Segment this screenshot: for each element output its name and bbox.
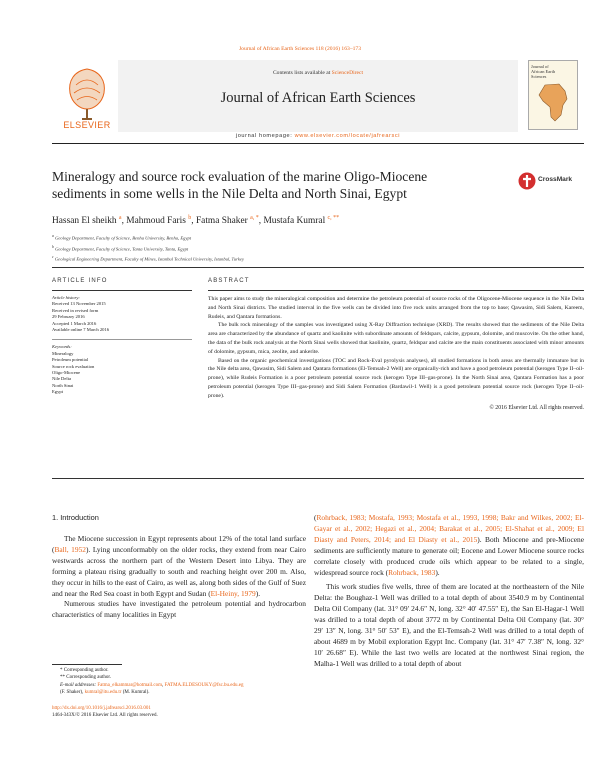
elsevier-logo	[62, 63, 112, 130]
affiliations	[52, 232, 584, 264]
history-item: Received 13 November 2015	[52, 301, 106, 307]
sciencedirect-link[interactable]: ScienceDirect	[331, 70, 364, 76]
affiliation-sup: b	[52, 244, 54, 249]
intro-left-column	[52, 513, 306, 621]
doi-link[interactable]: http://dx.doi.org/10.1016/j.jafrearsci.2016.03.001	[52, 705, 151, 711]
journal-name: Journal of African Earth Sciences	[220, 90, 416, 106]
keyword: Source rock evaluation	[52, 363, 95, 369]
affiliation-sup: a	[52, 234, 54, 238]
abstract-heading: ABSTRACT	[208, 278, 250, 284]
contents-prefix: Contents lists available at	[272, 70, 332, 76]
intro-right-column	[314, 513, 584, 670]
abstract	[208, 278, 584, 412]
issn-line: 1464-343X/© 2016 Elsevier Ltd. All rights reserved.	[52, 713, 158, 719]
citation-link[interactable]: Ball, 1952	[54, 544, 86, 554]
email-link[interactable]: FATMA.ELDESOUKY@fsc.bu.edu.eg	[164, 682, 244, 688]
footnote-corresponding: ** Corresponding author.	[60, 675, 111, 681]
article-title: Mineralogy and source rock evaluation of the marine Oligo-Miocene sediments in some wells in the Nile Delta and North Sinai, Egypt	[52, 169, 428, 202]
history-label: Article history:	[52, 295, 80, 300]
crossmark-label: CrossMark	[538, 176, 573, 183]
email-owner: (M. Kumral).	[121, 690, 150, 696]
author-separator: ,	[258, 216, 264, 227]
footnote-emails-cont	[60, 689, 306, 696]
cover-line: Sciences	[531, 74, 547, 80]
crossmark-badge[interactable]	[518, 172, 584, 192]
history-item: Accepted 1 March 2016	[52, 320, 97, 326]
intro-paragraph: Numerous studies have investigated the petroleum potential and hydrocarbon characteristics of many localities in Egypt	[52, 599, 306, 620]
history-item: Received in revised form	[52, 307, 99, 313]
email-label: E-mail addresses:	[60, 682, 98, 688]
author-affil-sup: a, *	[250, 215, 259, 221]
text-run: ).	[255, 588, 261, 598]
email-link[interactable]: kumral@itu.edu.tr	[84, 690, 122, 696]
keyword: Egypt	[52, 389, 63, 395]
intro-paragraph-cont: (Rohrback, 1983; Mostafa, 1993; Mostafa et al., 1993, 1998; Bakr and Wilkes, 2002; El-Gayar et al., 2002; Hegazi et al., 2004; Barakat et al., 2005; El-Shahat et al., 2009; El Diasty and Peters, 2014; and El Diasty et al., 2015). Both Miocene and pre-Miocene sediments are sufficiently mature to generate oil; Eocene and Lower Miocene source rocks correlate closely with produced crude oils which appear to be related to a single, widespread source rock (Rohrback, 1983).	[314, 513, 584, 577]
affiliation	[52, 243, 584, 254]
author[interactable]	[52, 216, 126, 226]
citation-link[interactable]: El-Heiny, 1979	[210, 588, 256, 598]
intro-paragraph	[52, 534, 306, 599]
footnotes	[52, 664, 306, 719]
author-list	[52, 212, 584, 227]
author[interactable]	[196, 216, 264, 226]
author-separator: ,	[121, 216, 127, 227]
keyword: Petroleum potential	[52, 357, 89, 363]
affiliation	[52, 232, 584, 243]
author-affil-sup: c, **	[327, 215, 340, 221]
article-info	[52, 278, 192, 396]
affiliation-sup: c	[52, 255, 54, 260]
crossmark-icon	[518, 172, 536, 190]
footnote-emails: E-mail addresses: Fatma_elkammar@hotmail.com, FATMA.ELDESOUKY@fsc.bu.edu.eg	[60, 682, 244, 688]
affiliation-text: Geology Department, Faculty of Science, Benha University, Benha, Egypt	[55, 235, 192, 241]
affiliation-text: Geological Engineering Department, Faculty of Mines, Istanbul Technical University, Istanbul, Turkey	[54, 256, 245, 262]
author-separator: ,	[191, 216, 196, 227]
intro-paragraph: This work studies five wells, three of them are located at the northeastern of the Nile Delta: the Boughaz-1 Well was drilled to a total depth of about 3540.9 m by Continental Delta Oil Company (lat. 31° 09′ 24.6″ N, long. 32° 40′ 47.55″ E), the San El-Hagar-1 Well was drilled to a total depth of about 3772 m by Continental Delta Oil Company (lat. 30° 29′ 13″ N, long. 31° 50′ 53″ E), and the El-Temsah-2 Well was drilled to a total depth of about 4689 m by Mobil exploration Egypt Inc. Company (lat. 31° 47′ 7.38″ N, long. 32° 10′ 26.68″ E). While the last two wells are located at the northwest Sinai region, the Malha-1 Well was drilled to a total depth of about	[314, 582, 584, 668]
cover-line: African Earth	[531, 69, 556, 75]
abstract-body	[208, 295, 584, 401]
contents-line	[118, 70, 518, 78]
author-affil-sup: a	[118, 215, 122, 221]
keyword: Oligo-Miocene	[52, 370, 81, 376]
author-name: Mahmoud Faris	[126, 216, 186, 227]
author-name: Hassan El sheikh	[52, 216, 117, 227]
keyword: Nile Delta	[52, 376, 72, 382]
abstract-copyright: © 2016 Elsevier Ltd. All rights reserved.	[489, 404, 584, 411]
citation-link[interactable]: Rohrback, 1983	[388, 567, 436, 577]
keywords-label: Keywords:	[52, 344, 72, 350]
author-name: Fatma Shaker	[195, 216, 248, 227]
author-affil-sup: b	[188, 215, 192, 221]
abstract-paragraph: Based on the organic geochemical investigations (TOC and Rock-Eval pyrolysis analyses), all studied formations in both areas are thermally immature but in the Nile delta area, Qawasim, Sidi Salem and Qantara formations (El-Temsah-2 Well) are organically-rich and have a good petroleum potential (kerogen Type II–oil-prone), while Rudeis Formation is a poor petroleum potential source rock (kerogen Type III–gas-prone). In the North Sinai area, Qantara Formation has a poor petroleum potential (kerogen Type III–gas-prone) and Sidi Salem Formation (Bardawil-1 Well) is a good petroleum potential source rock (kerogen Type II–oil-prone).	[208, 357, 584, 399]
text-run: ). Both Miocene and pre-Miocene sediments are sufficiently mature to generate oil; Eocene and Lower Miocene source rocks correlate closely with produced crude oils which appear to be related to a single, widespread source rock (	[314, 534, 584, 577]
text-run: ). Lying unconformably on the older rocks, they extend from near Cairo westwards across the northern part of the Western Desert into Libya. They are forming a plateau rising gradually to south and reaching height over 200 m. Also, they occur in hills to the east of Cairo, as well as, along both sides of the Gulf of Suez and near the Red Sea coast in both Egypt and Sudan (	[52, 544, 307, 598]
email-link[interactable]: Fatma_elkammar@hotmail.com	[97, 682, 163, 688]
history-item: Available online 7 March 2016	[52, 327, 110, 333]
journal-cover	[528, 60, 578, 130]
author[interactable]	[263, 216, 339, 226]
africa-map-icon	[537, 83, 571, 123]
citation-link[interactable]: Rohrback, 1983; Mostafa, 1993; Mostafa et al., 1993, 1998; Bakr and Wilkes, 2002; El-Gayar et al., 2002; Hegazi et al., 2004; Barakat et al., 2005; El-Shahat et al., 2009; El Diasty and Peters, 2014; and El Diasty et al., 2015	[314, 513, 584, 544]
journal-reference: Journal of African Earth Sciences 118 (2016) 163–173	[238, 46, 362, 52]
author-name: Mustafa Kumral	[263, 216, 326, 227]
footnote-corresponding: * Corresponding author.	[60, 668, 109, 673]
masthead	[52, 60, 584, 140]
homepage-link[interactable]: www.elsevier.com/locate/jafrearsci	[294, 133, 401, 139]
abstract-paragraph: This paper aims to study the mineralogical composition and determine the petroleum potential of source rocks of the Oligocene-Miocene sequence in the Nile Delta and North Sinai districts. The studied interval in the five wells can be divided into five rock units arranged from the top to base; Qawasim, Sidi Salem, Kareem, Rudeis, and Qantara formations.	[208, 296, 584, 320]
elsevier-tree-icon	[62, 63, 112, 121]
affiliation	[52, 253, 584, 264]
section-heading: 1. Introduction	[52, 513, 99, 522]
affiliation-text: Geology Department, Faculty of Science, Tanta University, Tanta, Egypt	[55, 246, 189, 252]
publisher-name: ELSEVIER	[63, 120, 111, 130]
homepage-prefix: journal homepage:	[235, 133, 295, 139]
keyword: Mineralogy	[52, 350, 74, 356]
homepage-line	[118, 133, 518, 141]
article-info-heading: ARTICLE INFO	[52, 278, 108, 284]
history-list	[52, 301, 192, 333]
author[interactable]	[126, 216, 196, 226]
masthead-panel	[118, 60, 518, 132]
cover-title	[531, 64, 575, 80]
text-run: The Miocene succession in Egypt represents about 12% of the total land surface (	[52, 534, 306, 554]
history-item: 29 February 2016	[52, 314, 85, 320]
keywords-list	[52, 351, 192, 396]
cover-line: Journal of	[531, 64, 549, 69]
keyword: North Sinai	[52, 382, 74, 388]
abstract-paragraph: The bulk rock mineralogy of the samples was investigated using X-Ray Diffraction technique (XRD). The results showed that the sediments of the Nile Delta area are characterized by the abundance of quartz and kaolinite with subordinate amounts of feldspars, calcite, gypsum, dolomite, and muscovite. On the other hand, the data of the bulk rock analysis at the North Sinai wells showed that kaolinite, quartz, feldspar and calcite are the main constituents associated with minor amounts of dolomite, gypsum, mica, zeolite, and ankerite.	[208, 322, 584, 355]
email-owner: (F. Shaker),	[60, 690, 85, 696]
